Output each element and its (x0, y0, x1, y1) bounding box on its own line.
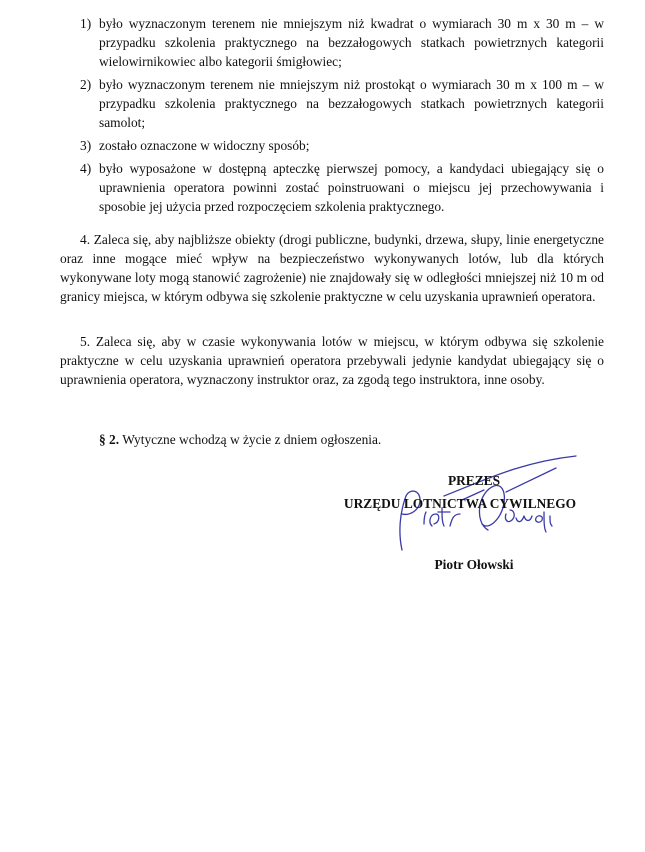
paragraph-5: 5. Zaleca się, aby w czasie wykonywania lotów w miejscu, w którym odbywa się szkolenie praktyczne w celu uzyskania uprawnień operatora przebywali jedynie kandydat ubiegający się o uprawnienia operatora, wyznaczony instruktor oraz, za zgodą tego instruktora, inne osoby. (60, 334, 604, 387)
section-2 (99, 430, 599, 449)
list-item-text: było wyznaczonym terenem nie mniejszym niż prostokąt o wymiarach 30 m x 100 m – w przypadku szkolenia praktycznego na bezzałogowych statkach powietrznych kategorii samolot; (99, 77, 604, 130)
list-item-text: zostało oznaczone w widoczny sposób; (99, 138, 310, 153)
section-text: Wytyczne wchodzą w życie z dniem ogłoszenia. (119, 432, 382, 447)
list-item-number: 2) (80, 77, 92, 92)
list-item (80, 14, 604, 71)
list-item-text: było wyznaczonym terenem nie mniejszym niż kwadrat o wymiarach 30 m x 30 m – w przypadku szkolenia praktycznego na bezzałogowych statkach powietrznych kategorii wielowirnikowiec albo kategorii śmigłowiec; (99, 16, 604, 69)
list-item-text: było wyposażone w dostępną apteczkę pierwszej pomocy, a kandydaci ubiegający się o uprawnienia operatora powinni zostać poinstruowani o miejscu jej przechowywania i sposobie jej użycia przed rozpoczęciem szkolenia praktycznego. (99, 161, 604, 214)
list-item-number: 3) (80, 138, 92, 153)
list-item-number: 4) (80, 161, 92, 176)
section-label: § 2. (99, 432, 120, 447)
list-item (80, 75, 604, 132)
list-item-number: 1) (80, 16, 92, 31)
signatory-office: URZĘDU LOTNICTWA CYWILNEGO (343, 496, 577, 511)
list-item (80, 159, 604, 216)
signatory-title: PREZES (447, 473, 501, 488)
signatory-name: Piotr Ołowski (434, 557, 514, 572)
conditions-list (80, 14, 604, 220)
paragraph-4: 4. Zaleca się, aby najbliższe obiekty (drogi publiczne, budynki, drzewa, słupy, linie energetyczne oraz inne mogące mieć wpływ na bezpieczeństwo wykonywanych lotów, lub dla których wykonywane loty mogą stanowić zagrożenie) nie znajdowały się w odległości mniejszej niż 10 m od granicy miejsca, w którym odbywa się szkolenie praktyczne w celu uzyskania uprawnień operatora. (60, 232, 604, 304)
list-item (80, 136, 604, 155)
